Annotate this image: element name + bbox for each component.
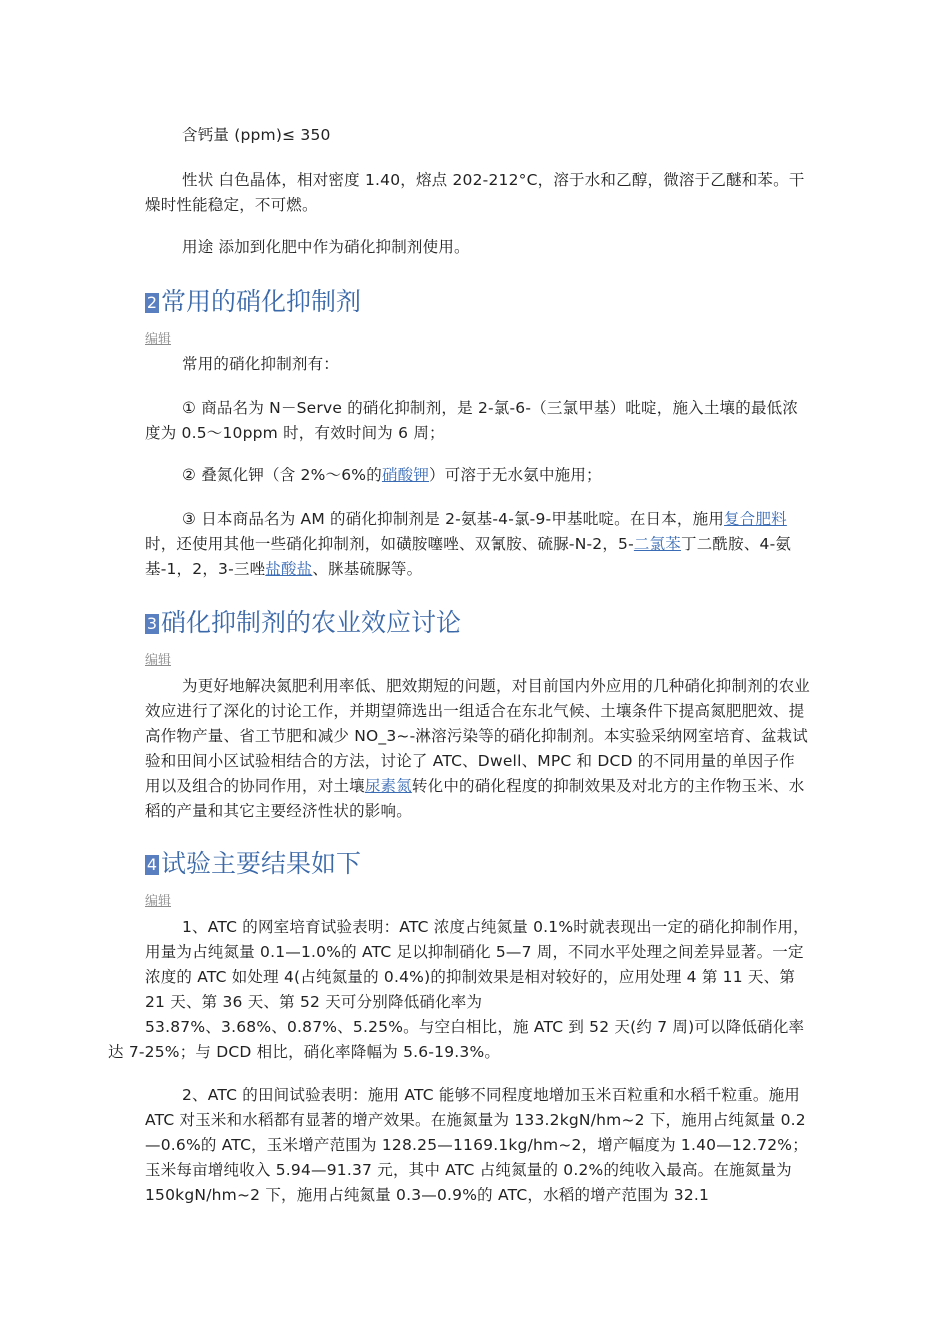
- section-heading-2: [145, 285, 810, 319]
- edit-link[interactable]: 编辑: [145, 653, 172, 668]
- inhibitor-item-3: ③ 日本商品名为 AM 的硝化抑制剂是 2-氨基-4-氯-9-甲基吡啶。在日本，施用复合肥料时，还使用其他一些硝化抑制剂，如磺胺噻唑、双氰胺、硫脲-N-2，5-二氯苯丁二酰胺、4-氨基-1，2，3-三唑盐酸盐、脒基硫脲等。: [145, 510, 792, 578]
- dichlorobenzene-link[interactable]: 二氯苯: [633, 535, 682, 553]
- result-1-paragraph: 1、ATC 的网室培育试验表明：ATC 浓度占纯氮量 0.1%时就表现出一定的硝化抑制作用，用量为占纯氮量 0.1—1.0%的 ATC 足以抑制硝化 5—7 周，不同水平处理之间差异显著。一定浓度的 ATC 如处理 4(占纯氮量的 0.4%)的抑制效果是相对较好的，应用处理 4 第 11 天、第 21 天、第 36 天、第 52 天可分别降低硝化率为 53.87%、3.68%、0.87%、5.25%。与空白相比，施 ATC 到 52 天(约 7 周)可以降低硝化率达 7-25%；与 DCD 相比，硝化率降幅为 5.6-19.3%。: [108, 918, 809, 1061]
- urea-nitrogen-link[interactable]: 尿素氮: [364, 777, 412, 795]
- edit-link[interactable]: 编辑: [145, 332, 172, 347]
- usage-paragraph: 用途 添加到化肥中作为硝化抑制剂使用。: [182, 238, 470, 256]
- property-paragraph: 性状 白色晶体，相对密度 1.40，熔点 202-212°C，溶于水和乙醇，微溶于乙醚和苯。干燥时性能稳定，不可燃。: [145, 171, 805, 214]
- section-heading-4: [145, 847, 810, 881]
- section-number-badge: 4: [146, 855, 158, 874]
- hydrochloride-link[interactable]: 盐酸盐: [265, 560, 313, 578]
- agricultural-effect-paragraph: 为更好地解决氮肥利用率低、肥效期短的问题，对目前国内外应用的几种硝化抑制剂的农业效应进行了深化的讨论工作，并期望筛选出一组适合在东北气候、土壤条件下提高氮肥肥效、提高作物产量、省工节肥和减少 NO_3~-淋溶污染等的硝化抑制剂。本实验采纳网室培育、盆栽试验和田间小区试验相结合的方法，讨论了 ATC、Dwell、MPC 和 DCD 的不同用量的单因子作用以及组合的协同作用，对土壤尿素氮转化中的硝化程度的抑制效果及对北方的主作物玉米、水稻的产量和其它主要经济性状的影响。: [145, 677, 811, 820]
- potassium-nitrate-link[interactable]: 硝酸钾: [381, 466, 430, 484]
- compound-fertilizer-link[interactable]: 复合肥料: [724, 510, 787, 528]
- section-title: 试验主要结果如下: [161, 849, 362, 878]
- section-title: 常用的硝化抑制剂: [161, 287, 362, 316]
- section-title: 硝化抑制剂的农业效应讨论: [161, 608, 462, 637]
- inhibitor-item-2: ② 叠氮化钾（含 2%～6%的硝酸钾）可溶于无水氨中施用；: [182, 466, 602, 484]
- edit-link[interactable]: 编辑: [145, 894, 172, 909]
- common-inhibitors-intro: 常用的硝化抑制剂有：: [182, 355, 340, 373]
- result-2-paragraph: 2、ATC 的田间试验表明：施用 ATC 能够不同程度地增加玉米百粒重和水稻千粒重。施用 ATC 对玉米和水稻都有显著的增产效果。在施氮量为 133.2kgN/hm~2 下，施用占纯氮量 0.2—0.6%的 ATC，玉米增产范围为 128.25—1169.1kg/hm~2，增产幅度为 1.40—12.72%；玉米每亩增纯收入 5.94—91.37 元，其中 ATC 占纯氮量的 0.2%的纯收入最高。在施氮量为 150kgN/hm~2 下，施用占纯氮量 0.3—0.9%的 ATC，水稻的增产范围为 32.1: [145, 1086, 808, 1204]
- section-number-badge: 2: [146, 293, 158, 312]
- inhibitor-item-1: ① 商品名为 N－Serve 的硝化抑制剂，是 2-氯-6-（三氯甲基）吡啶，施入土壤的最低浓度为 0.5～10ppm 时，有效时间为 6 周；: [145, 399, 799, 442]
- calcium-content-paragraph: 含钙量 (ppm)≤ 350: [182, 126, 331, 144]
- section-heading-3: [145, 606, 810, 640]
- section-number-badge: 3: [146, 614, 158, 633]
